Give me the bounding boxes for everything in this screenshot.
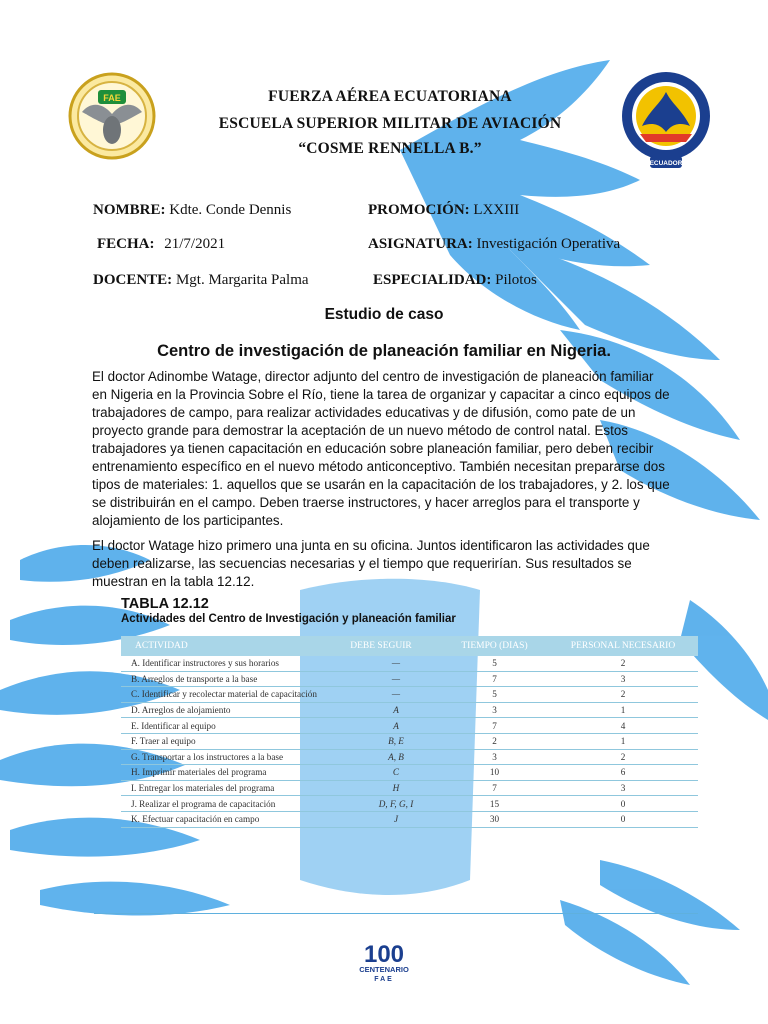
- table-header-row: [121, 636, 698, 656]
- promocion-value: LXXIII: [473, 202, 520, 218]
- centenario-logo: [344, 938, 424, 984]
- school-crest-logo: [620, 70, 712, 174]
- table-row: [121, 812, 698, 828]
- table-cell-personal: 1: [620, 736, 626, 747]
- table-row: [121, 734, 698, 750]
- asignatura-label: ASIGNATURA:: [368, 236, 473, 252]
- table-header-personal: PERSONAL NECESARIO: [570, 641, 676, 651]
- table-cell-actividad: K. Efectuar capacitación en campo: [131, 814, 260, 825]
- fecha-label: FECHA:: [97, 236, 155, 252]
- footer-divider: [94, 913, 698, 914]
- centenario-fae: FAE: [374, 976, 394, 983]
- table-cell-personal: 4: [620, 720, 626, 731]
- fae-logo-text: FAE: [103, 93, 121, 103]
- table-cell-personal: 6: [620, 767, 626, 778]
- crest-ecuador-text: ECUADOR: [649, 160, 683, 167]
- table-header-tiempo: TIEMPO (DÍAS): [461, 641, 528, 651]
- docente-label: DOCENTE:: [93, 272, 173, 288]
- table-row: [121, 703, 698, 719]
- table-body: [121, 656, 698, 828]
- table-row: [121, 781, 698, 797]
- field-fecha: [97, 236, 225, 253]
- table-cell-tiempo: 3: [492, 751, 497, 762]
- table-cell-debe-seguir: B, E: [388, 736, 404, 747]
- paragraph-2: El doctor Watage hizo primero una junta en su oficina. Juntos identificaron las actividades que deben realizarse, las secuencias necesarias y el tiempo que requerirían. Sus resultados se muestran en la tabla 12.12.: [92, 538, 650, 589]
- document-title: Estudio de caso: [324, 306, 444, 323]
- table-header-debe-seguir: DEBE SEGUIR: [350, 641, 412, 651]
- table-cell-personal: 2: [620, 689, 626, 700]
- table-cell-actividad: A. Identificar instructores y sus horarios: [131, 658, 279, 669]
- table-cell-personal: 0: [620, 798, 626, 809]
- table-cell-personal: 0: [620, 814, 626, 825]
- asignatura-value: Investigación Operativa: [476, 236, 621, 252]
- table-cell-tiempo: 3: [492, 705, 497, 716]
- table-row: [121, 796, 698, 812]
- table-row: [121, 672, 698, 688]
- institution-line-3: “COSME RENNELLA B.”: [298, 140, 482, 157]
- table-cell-actividad: D. Arreglos de alojamiento: [131, 705, 231, 716]
- table-label: TABLA 12.12: [121, 596, 209, 612]
- field-promocion: [368, 202, 519, 219]
- table-cell-tiempo: 30: [489, 814, 500, 825]
- nombre-value: Kdte. Conde Dennis: [169, 202, 292, 218]
- centenario-number: 100: [363, 941, 405, 968]
- institution-line-2: ESCUELA SUPERIOR MILITAR DE AVIACIÓN: [218, 115, 562, 132]
- table-cell-actividad: C. Identificar y recolectar material de capacitación: [131, 689, 317, 700]
- table-subtitle: Actividades del Centro de Investigación y planeación familiar: [121, 613, 456, 625]
- activities-table: [121, 636, 698, 828]
- field-docente: [93, 272, 309, 289]
- table-cell-debe-seguir: C: [392, 767, 400, 778]
- centenario-text: CENTENARIO: [359, 965, 409, 974]
- table-cell-debe-seguir: H: [392, 783, 400, 794]
- especialidad-label: ESPECIALIDAD:: [373, 272, 492, 288]
- table-cell-tiempo: 2: [492, 736, 497, 747]
- field-nombre: [93, 202, 291, 219]
- table-row: [121, 687, 698, 703]
- table-cell-tiempo: 7: [492, 783, 497, 794]
- table-cell-debe-seguir: —: [391, 689, 401, 700]
- especialidad-value: Pilotos: [495, 272, 537, 288]
- table-cell-tiempo: 7: [492, 673, 497, 684]
- nombre-label: NOMBRE:: [93, 202, 166, 218]
- case-title: Centro de investigación de planeación familiar en Nigeria.: [157, 342, 611, 360]
- table-cell-personal: 2: [620, 751, 626, 762]
- table-header-actividad: ACTIVIDAD: [135, 641, 188, 651]
- table-cell-personal: 1: [620, 705, 626, 716]
- table-row: [121, 750, 698, 766]
- table-cell-debe-seguir: A: [393, 705, 399, 716]
- table-cell-personal: 3: [620, 783, 626, 794]
- table-cell-actividad: E. Identificar al equipo: [131, 720, 216, 731]
- paragraph-1: El doctor Adinombe Watage, director adjunto del centro de investigación de planeación familiar en Nigeria en la Provincia Sobre el Río, tiene la tarea de organizar y capacitar a cinco equipos de trabajadores de campo, para realizar actividades educativas y de difusión, como pate de un proyecto grande para demostrar la aceptación de un nuevo método de control natal. Estos trabajadores ya tienen capacitación en educación sobre planeación familiar, pero deben recibir entrenamiento específico en el nuevo método anticonceptivo. También necesitan prepararse dos tipos de materiales: 1. aquellos que se usarán en la capacitación de los trabajadores, y 2. los que se distribuirán en el campo. Deben traerse instructores, y hacer arreglos para el transporte y alojamiento de los participantes.: [92, 369, 670, 528]
- table-cell-actividad: F. Traer al equipo: [131, 736, 196, 747]
- table-row: [121, 718, 698, 734]
- field-asignatura: [368, 236, 620, 253]
- institution-line-1: FUERZA AÉREA ECUATORIANA: [268, 88, 512, 105]
- table-cell-actividad: I. Entregar los materiales del programa: [131, 783, 275, 794]
- table-cell-debe-seguir: —: [391, 673, 401, 684]
- table-cell-debe-seguir: —: [391, 658, 401, 669]
- docente-value: Mgt. Margarita Palma: [175, 272, 309, 288]
- table-cell-actividad: H. Imprimir materiales del programa: [131, 767, 267, 778]
- table-cell-tiempo: 7: [492, 720, 497, 731]
- table-cell-debe-seguir: A: [393, 720, 399, 731]
- table-cell-personal: 3: [620, 673, 626, 684]
- fecha-value: 21/7/2021: [164, 236, 226, 252]
- table-cell-tiempo: 5: [492, 658, 497, 669]
- table-cell-debe-seguir: A, B: [388, 751, 404, 762]
- table-cell-tiempo: 15: [489, 798, 500, 809]
- table-cell-actividad: G. Transportar a los instructores a la base: [131, 751, 284, 762]
- table-cell-actividad: J. Realizar el programa de capacitación: [131, 798, 276, 809]
- promocion-label: PROMOCIÓN:: [368, 202, 470, 218]
- table-row: [121, 656, 698, 672]
- field-especialidad: [373, 272, 537, 289]
- table-cell-personal: 2: [620, 658, 626, 669]
- table-cell-tiempo: 5: [492, 689, 497, 700]
- table-cell-debe-seguir: D, F, G, I: [378, 798, 414, 809]
- table-row: [121, 765, 698, 781]
- table-cell-actividad: B. Arreglos de transporte a la base: [131, 673, 258, 684]
- table-cell-tiempo: 10: [489, 767, 500, 778]
- fae-emblem-logo: [68, 72, 156, 160]
- table-cell-debe-seguir: J: [393, 814, 399, 825]
